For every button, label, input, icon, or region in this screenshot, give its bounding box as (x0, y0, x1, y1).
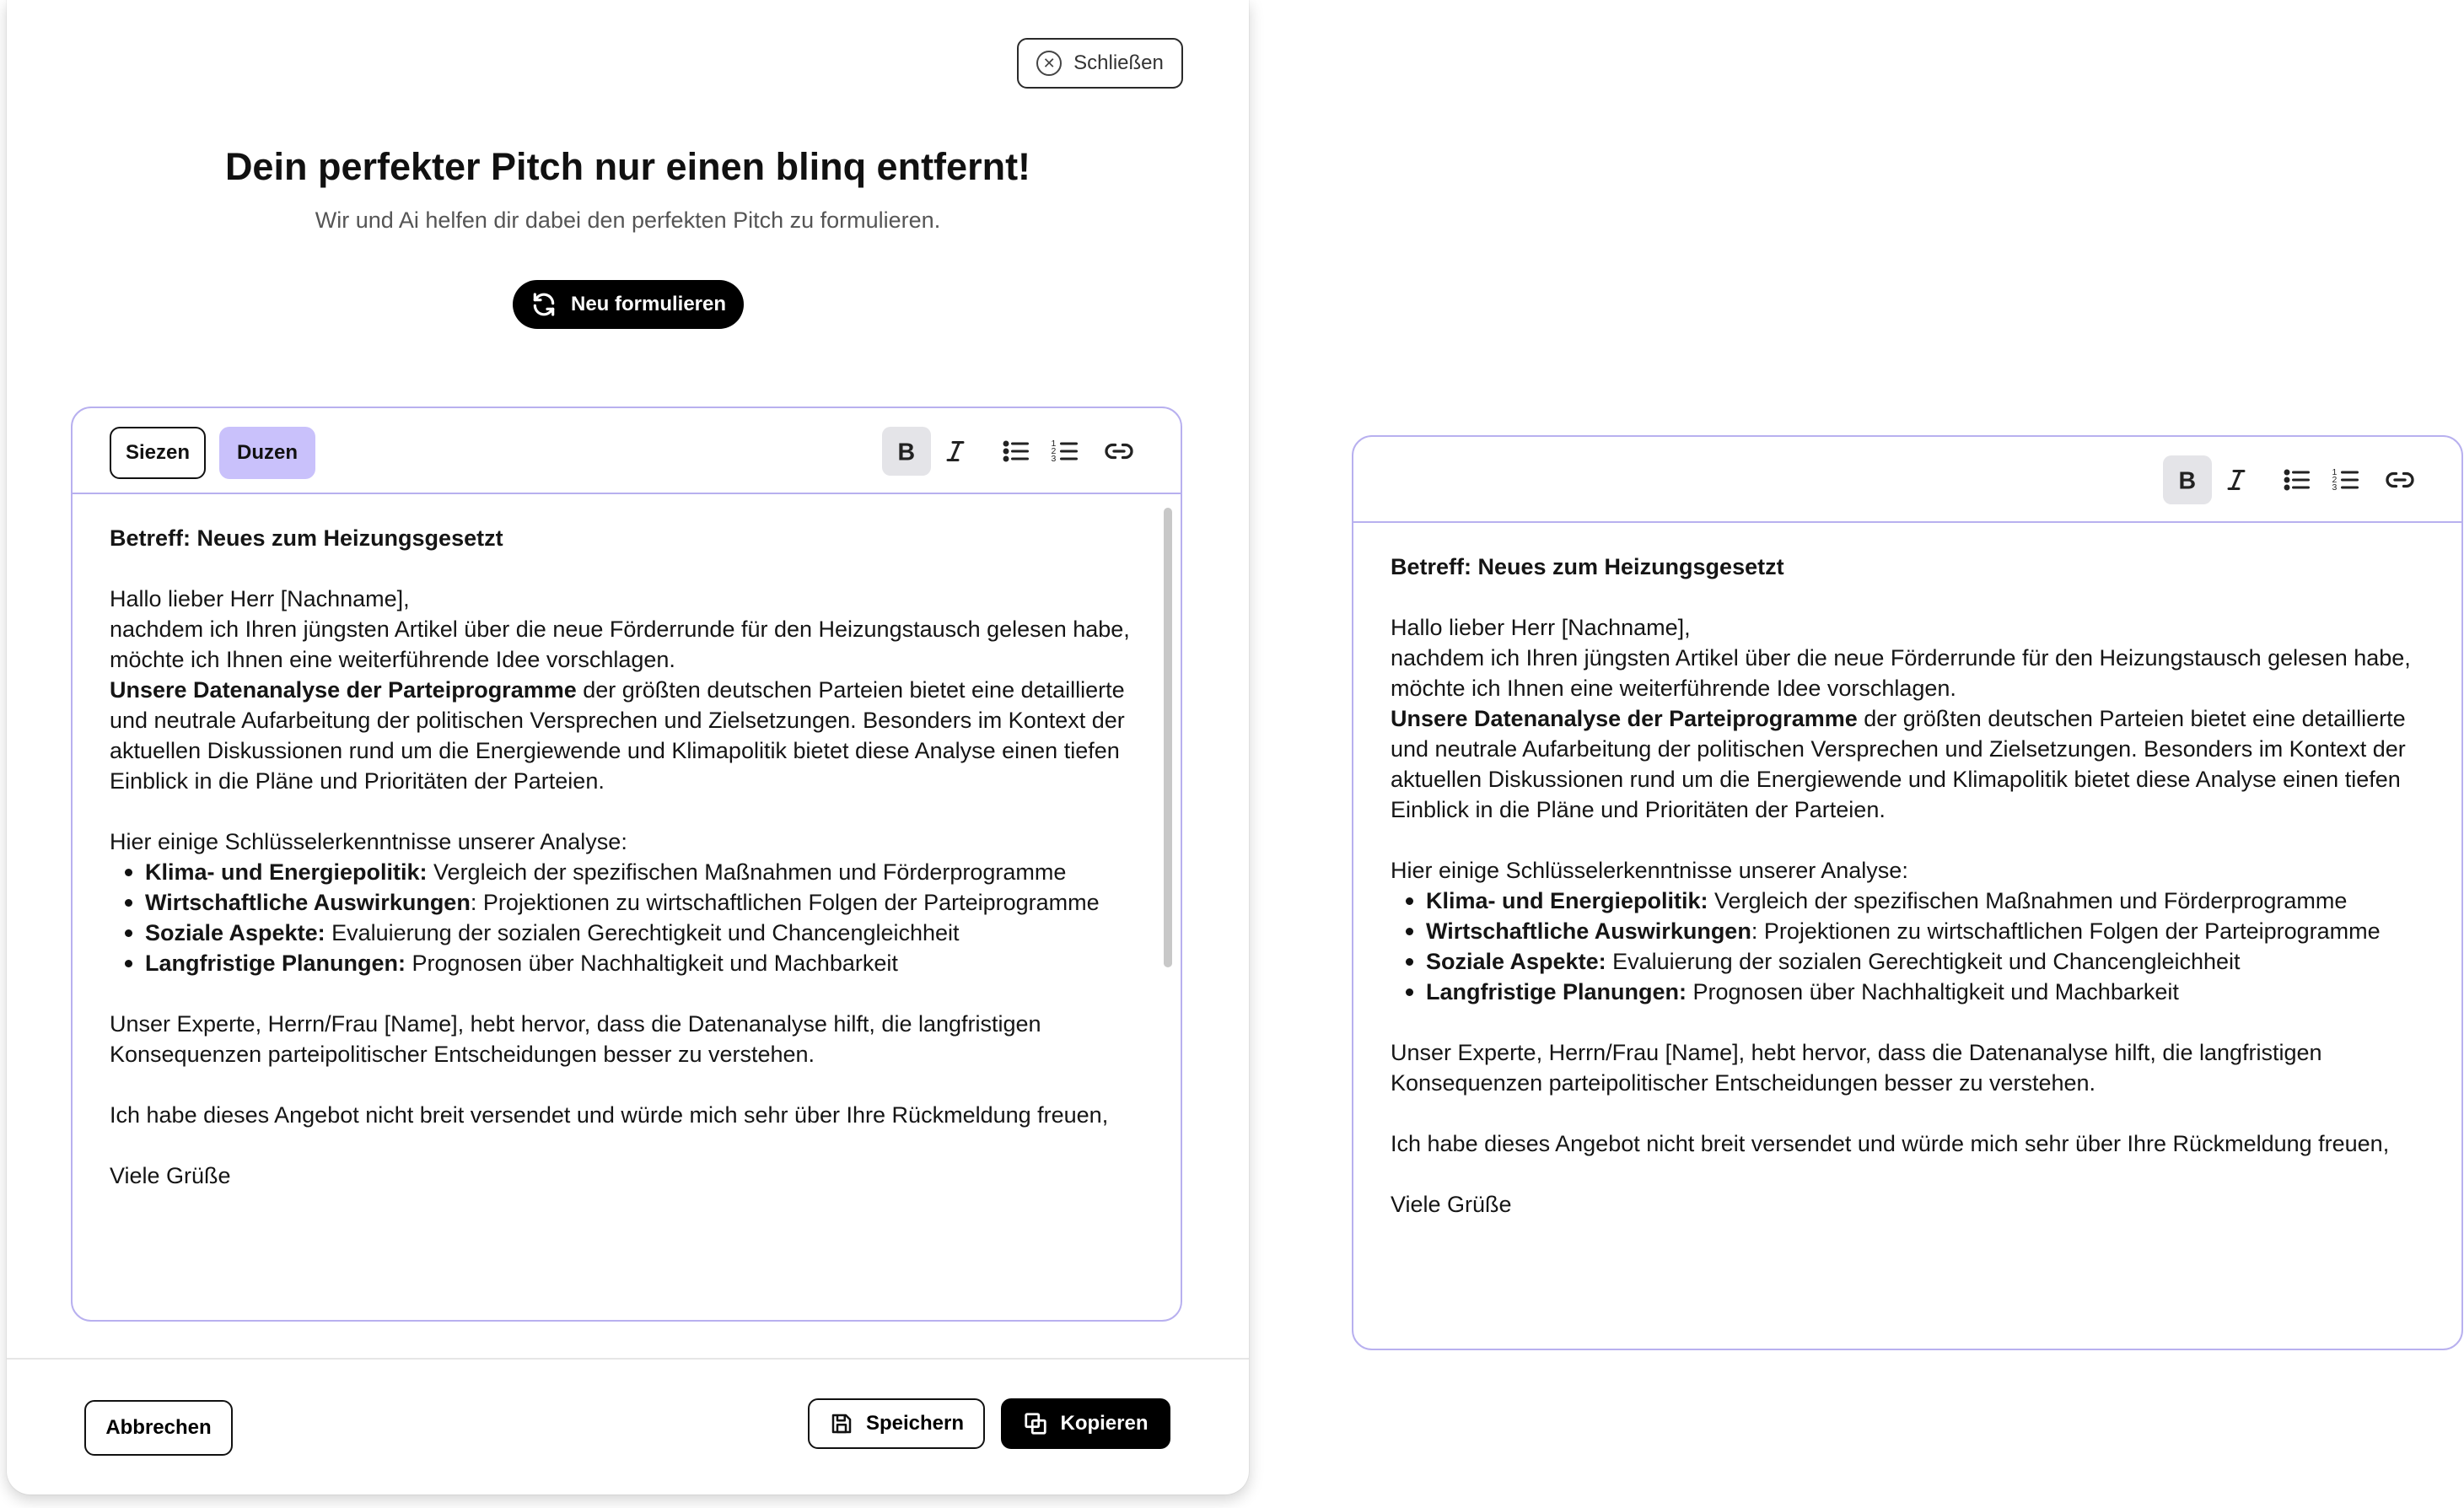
bold-button[interactable] (2163, 455, 2212, 504)
email-expert: Unser Experte, Herrn/Frau [Name], hebt hervor, dass die Datenanalyse hilft, die langfristigen Konsequenzen parteipolitischer Entscheidungen besser zu verstehen. (110, 1011, 1041, 1067)
numbered-list-icon (2331, 465, 2361, 495)
email-signoff: Viele Grüße (110, 1163, 231, 1188)
svg-text:3: 3 (2332, 482, 2338, 493)
italic-button[interactable] (2212, 455, 2261, 504)
copy-button[interactable] (1001, 1398, 1170, 1449)
copy-label: Kopieren (1060, 1412, 1149, 1435)
link-icon (1104, 436, 1134, 466)
list-item: Wirtschaftliche Auswirkungen: Projektionen zu wirtschaftlichen Folgen der Parteiprogramme (145, 887, 1130, 918)
email-analysis: Unsere Datenanalyse der Parteiprogramme der größten deutschen Parteien bietet eine detaillierte und neutrale Aufarbeitung der politischen Versprechen und Zielsetzungen. Besonders im Kontext der aktuellen Diskussionen rund um die Energiewende und Klimapolitik bietet diese Analyse einen tiefen Einblick in die Pläne und Prioritäten der Parteien. (1391, 706, 2406, 822)
bullet-list-button[interactable] (2273, 455, 2321, 504)
list-item: Soziale Aspekte: Evaluierung der sozialen Gerechtigkeit und Chancengleichheit (145, 918, 1130, 948)
email-subject: Betreff: Neues zum Heizungsgesetzt (1391, 554, 1784, 579)
modal-title: Dein perfekter Pitch nur einen blinq entfernt! (224, 145, 1031, 188)
bold-button[interactable] (882, 427, 931, 476)
email-findings-intro: Hier einige Schlüsselerkenntnisse unserer Analyse: (1391, 858, 1908, 883)
italic-icon (940, 436, 971, 466)
scrollbar[interactable] (1164, 508, 1172, 967)
italic-icon (2221, 465, 2251, 495)
close-label: Schließen (1073, 51, 1164, 74)
bullet-list-icon (1001, 436, 1031, 466)
email-closing: Ich habe dieses Angebot nicht breit versendet und würde mich sehr über Ihre Rückmeldung freuen, (1391, 1131, 2390, 1156)
mode-siezen-button[interactable]: Siezen (110, 427, 206, 479)
list-item: Klima- und Energiepolitik: Vergleich der spezifischen Maßnahmen und Förderprogramme (145, 857, 1130, 887)
list-item: Langfristige Planungen: Prognosen über Nachhaltigkeit und Machbarkeit (1426, 977, 2411, 1007)
copy-icon (1023, 1411, 1048, 1436)
email-findings-intro: Hier einige Schlüsselerkenntnisse unserer Analyse: (110, 829, 627, 854)
pitch-editor (71, 407, 1182, 1322)
email-greeting: Hallo lieber Herr [Nachname], (110, 586, 410, 611)
footer-divider (7, 1358, 1249, 1360)
email-signoff: Viele Grüße (1391, 1192, 1512, 1217)
bold-icon (891, 436, 922, 466)
refresh-icon (530, 291, 557, 318)
save-icon (829, 1411, 854, 1436)
editor-content[interactable] (1391, 552, 2411, 1220)
list-item: Wirtschaftliche Auswirkungen: Projektionen zu wirtschaftlichen Folgen der Parteiprogramme (1426, 916, 2411, 946)
link-icon (2385, 465, 2415, 495)
italic-button[interactable] (931, 427, 980, 476)
editor-toolbar (1353, 437, 2461, 523)
reformulate-button[interactable] (513, 280, 744, 329)
svg-text:2: 2 (2332, 475, 2338, 485)
list-item: Langfristige Planungen: Prognosen über Nachhaltigkeit und Machbarkeit (145, 948, 1130, 978)
reformulate-label: Neu formulieren (570, 293, 727, 315)
editor-toolbar (73, 408, 1181, 494)
svg-text:1: 1 (1051, 439, 1057, 449)
findings-list (110, 857, 1130, 978)
bold-icon (2172, 465, 2203, 495)
link-button[interactable] (2375, 455, 2424, 504)
list-item: Klima- und Energiepolitik: Vergleich der spezifischen Maßnahmen und Förderprogramme (1426, 886, 2411, 916)
email-expert: Unser Experte, Herrn/Frau [Name], hebt hervor, dass die Datenanalyse hilft, die langfristigen Konsequenzen parteipolitischer Entscheidungen besser zu verstehen. (1391, 1040, 2322, 1096)
email-analysis: Unsere Datenanalyse der Parteiprogramme der größten deutschen Parteien bietet eine detaillierte und neutrale Aufarbeitung der politischen Versprechen und Zielsetzungen. Besonders im Kontext der aktuellen Diskussionen rund um die Energiewende und Klimapolitik bietet diese Analyse einen tiefen Einblick in die Pläne und Prioritäten der Parteien. (110, 677, 1125, 794)
close-icon: ✕ (1036, 51, 1062, 76)
numbered-list-button[interactable] (2321, 455, 2370, 504)
email-greeting: Hallo lieber Herr [Nachname], (1391, 615, 1691, 640)
pitch-editor-preview (1352, 435, 2463, 1350)
svg-text:1: 1 (2332, 467, 2338, 477)
link-button[interactable] (1095, 427, 1143, 476)
bullet-list-icon (2282, 465, 2312, 495)
findings-list (1391, 886, 2411, 1007)
list-item: Soziale Aspekte: Evaluierung der sozialen Gerechtigkeit und Chancengleichheit (1426, 946, 2411, 977)
modal-subtitle: Wir und Ai helfen dir dabei den perfekten Pitch zu formulieren. (315, 207, 941, 233)
email-intro: nachdem ich Ihren jüngsten Artikel über die neue Förderrunde für den Heizungstausch gelesen habe, möchte ich Ihnen eine weiterführende Idee vorschlagen. (110, 617, 1130, 672)
email-closing: Ich habe dieses Angebot nicht breit versendet und würde mich sehr über Ihre Rückmeldung freuen, (110, 1102, 1109, 1128)
numbered-list-icon (1050, 436, 1080, 466)
svg-text:3: 3 (1051, 454, 1057, 464)
save-button[interactable] (808, 1398, 985, 1449)
editor-content[interactable] (110, 523, 1130, 1191)
mode-duzen-button[interactable]: Duzen (219, 427, 315, 479)
close-button[interactable] (1017, 38, 1183, 89)
email-intro: nachdem ich Ihren jüngsten Artikel über die neue Förderrunde für den Heizungstausch gelesen habe, möchte ich Ihnen eine weiterführende Idee vorschlagen. (1391, 645, 2411, 701)
svg-text:2: 2 (1051, 446, 1057, 456)
svg-text:B: B (897, 439, 916, 466)
svg-text:B: B (2178, 467, 2197, 495)
bullet-list-button[interactable] (992, 427, 1041, 476)
numbered-list-button[interactable] (1041, 427, 1089, 476)
cancel-button[interactable]: Abbrechen (84, 1400, 233, 1456)
email-subject: Betreff: Neues zum Heizungsgesetzt (110, 525, 503, 551)
save-label: Speichern (865, 1412, 965, 1435)
pitch-modal (7, 0, 1249, 1495)
